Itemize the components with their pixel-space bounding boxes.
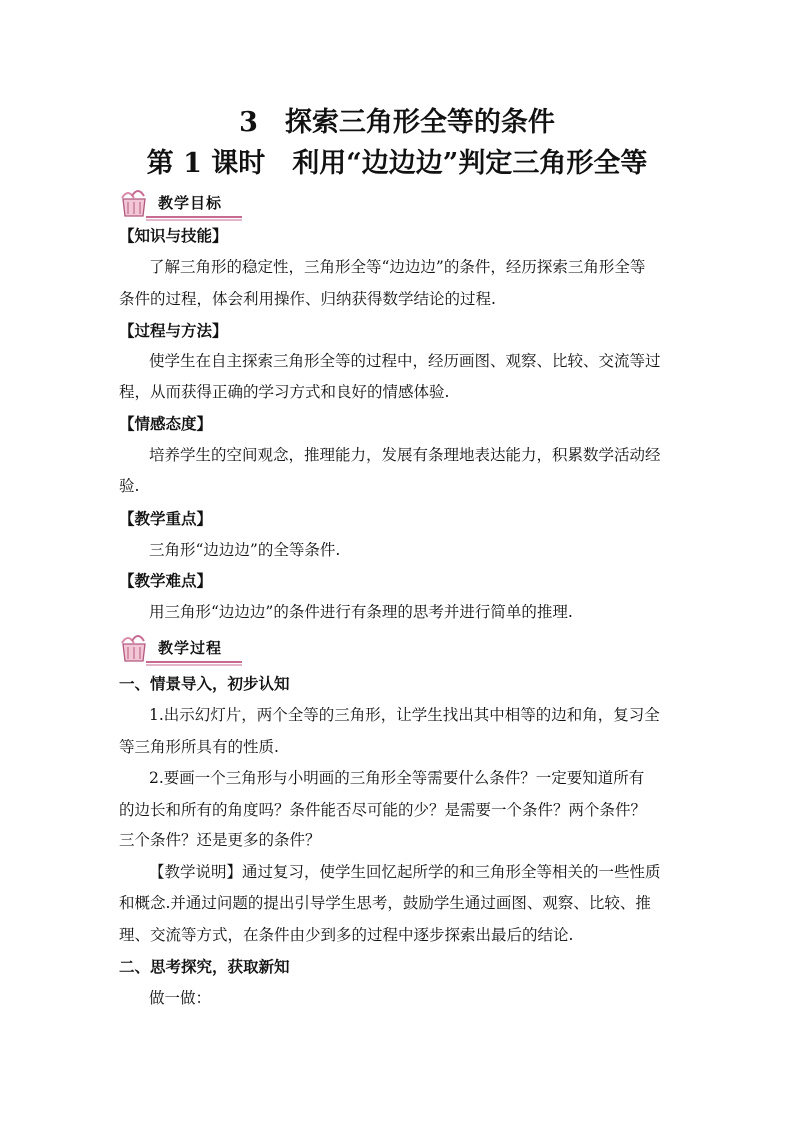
lesson-subtitle: 第 1 课时 利用“边边边”判定三角形全等	[146, 148, 648, 179]
activity-text: 做一做：	[149, 989, 212, 1007]
section1-heading: 一、情景导入，初步认知	[119, 674, 290, 693]
lesson-title: 3 探索三角形全等的条件	[239, 107, 555, 138]
item1-text-2: 等三角形所具有的性质.	[119, 738, 279, 756]
item2-text-3: 三个条件？还是更多的条件？	[119, 831, 321, 849]
knowledge-text-1: 了解三角形的稳定性，三角形全等“边边边”的条件，经历探索三角形全等	[149, 258, 646, 276]
item2-text-1: 2.要画一个三角形与小明画的三角形全等需要什么条件？一定要知道所有	[149, 769, 645, 787]
teaching-note-1: 【教学说明】通过复习，使学生回忆起所学的和三角形全等相关的一些性质	[149, 863, 661, 881]
knowledge-heading: 【知识与技能】	[119, 226, 228, 245]
section2-heading: 二、思考探究，获取新知	[119, 957, 290, 976]
objectives-banner-label: 教学目标	[158, 194, 223, 212]
attitude-text-1: 培养学生的空间观念，推理能力，发展有条理地表达能力，积累数学活动经	[149, 446, 661, 464]
method-heading: 【过程与方法】	[119, 321, 228, 340]
key-heading: 【教学重点】	[119, 509, 213, 528]
objectives-banner	[118, 186, 244, 222]
difficulty-heading: 【教学难点】	[119, 571, 213, 590]
item1-text-1: 1.出示幻灯片，两个全等的三角形，让学生找出其中相等的边和角，复习全	[149, 706, 660, 724]
teaching-note-3: 理、交流等方式，在条件由少到多的过程中逐步探索出最后的结论.	[119, 926, 574, 944]
method-text-2: 程，从而获得正确的学习方式和良好的情感体验.	[119, 383, 450, 401]
method-text-1: 使学生在自主探索三角形全等的过程中，经历画图、观察、比较、交流等过	[149, 352, 661, 370]
difficulty-text: 用三角形“边边边”的条件进行有条理的思考并进行简单的推理.	[149, 603, 573, 621]
process-banner-label: 教学过程	[158, 639, 223, 657]
process-banner	[118, 631, 244, 667]
item2-text-2: 的边长和所有的角度吗？条件能否尽可能的少？是需要一个条件？两个条件？	[119, 801, 647, 819]
knowledge-text-2: 条件的过程，体会利用操作、归纳获得数学结论的过程.	[119, 290, 496, 308]
teaching-note-2: 和概念.并通过问题的提出引导学生思考，鼓励学生通过画图、观察、比较、推	[119, 894, 651, 912]
attitude-text-2: 验.	[119, 477, 140, 495]
attitude-heading: 【情感态度】	[119, 414, 213, 433]
key-text: 三角形“边边边”的全等条件.	[149, 541, 341, 559]
